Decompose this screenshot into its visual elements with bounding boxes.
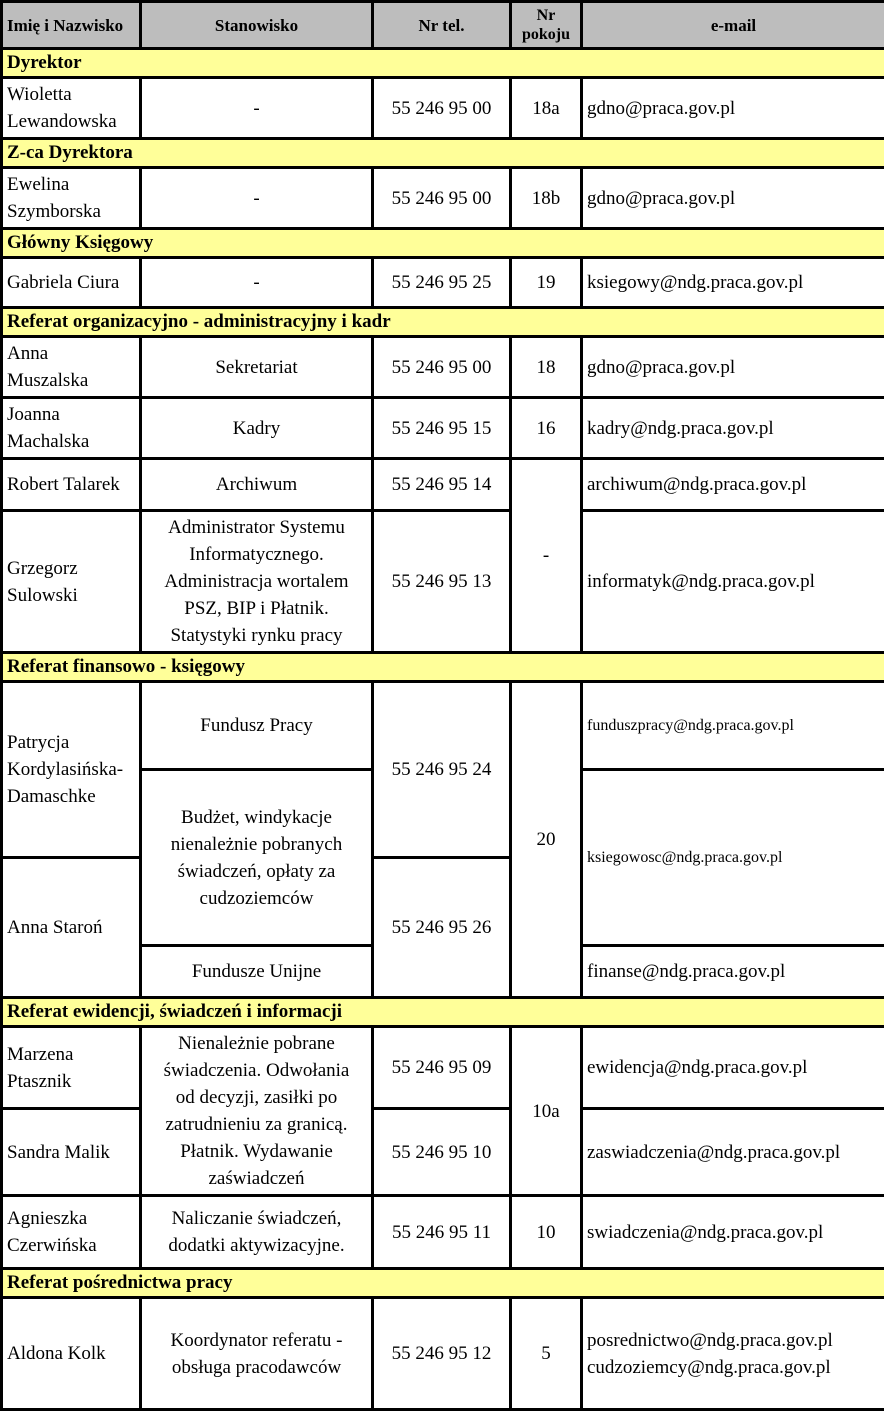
employee-email[interactable]: ewidencja@ndg.praca.gov.pl xyxy=(582,1027,884,1109)
table-row xyxy=(2,398,884,459)
table-row xyxy=(2,1298,884,1410)
employee-phone: 55 246 95 00 xyxy=(373,337,511,398)
section-title: Referat organizacyjno - administracyjny i kadr xyxy=(2,308,884,337)
table-row xyxy=(2,1109,884,1196)
employee-position: Administrator Systemu Informatycznego. Administracja wortalem PSZ, BIP i Płatnik. Statystyki rynku pracy xyxy=(141,511,373,653)
employee-phone: 55 246 95 25 xyxy=(373,258,511,308)
employee-name: Robert Talarek xyxy=(2,459,141,511)
section-title: Referat finansowo - księgowy xyxy=(2,653,884,682)
employee-room: 18a xyxy=(511,78,582,139)
employee-position: Fundusze Unijne xyxy=(141,946,373,998)
employee-room: 10a xyxy=(511,1027,582,1196)
employee-email[interactable]: gdno@praca.gov.pl xyxy=(582,168,884,229)
employee-name: Sandra Malik xyxy=(2,1109,141,1196)
employee-room: 18 xyxy=(511,337,582,398)
employee-email[interactable]: ksiegowy@ndg.praca.gov.pl xyxy=(582,258,884,308)
employee-room: 10 xyxy=(511,1196,582,1269)
employee-email[interactable]: gdno@praca.gov.pl xyxy=(582,78,884,139)
section-row xyxy=(2,653,884,682)
table-row xyxy=(2,511,884,653)
employee-email[interactable]: kadry@ndg.praca.gov.pl xyxy=(582,398,884,459)
employee-position: - xyxy=(141,168,373,229)
employee-name: Anna Muszalska xyxy=(2,337,141,398)
employee-name: Marzena Ptasznik xyxy=(2,1027,141,1109)
employee-position: Budżet, windykacje nienależnie pobranych świadczeń, opłaty za cudzoziemców xyxy=(141,770,373,946)
section-title: Dyrektor xyxy=(2,49,884,78)
employee-room: 16 xyxy=(511,398,582,459)
employee-position: - xyxy=(141,258,373,308)
section-row xyxy=(2,998,884,1027)
employee-phone: 55 246 95 24 xyxy=(373,682,511,858)
employee-email[interactable]: swiadczenia@ndg.praca.gov.pl xyxy=(582,1196,884,1269)
header-name: Imię i Nazwisko xyxy=(2,2,141,49)
header-email: e-mail xyxy=(582,2,884,49)
section-row xyxy=(2,139,884,168)
table-row xyxy=(2,258,884,308)
employee-position: Sekretariat xyxy=(141,337,373,398)
employee-name: Patrycja Kordylasińska- Damaschke xyxy=(2,682,141,858)
employee-email[interactable]: posrednictwo@ndg.praca.gov.pl cudzoziemcy@ndg.praca.gov.pl xyxy=(582,1298,884,1410)
header-room: Nr pokoju xyxy=(511,2,582,49)
employee-room: 20 xyxy=(511,682,582,998)
section-row xyxy=(2,308,884,337)
employee-phone: 55 246 95 15 xyxy=(373,398,511,459)
header-position: Stanowisko xyxy=(141,2,373,49)
section-title: Główny Księgowy xyxy=(2,229,884,258)
employee-name: Agnieszka Czerwińska xyxy=(2,1196,141,1269)
table-row xyxy=(2,78,884,139)
employee-name: Gabriela Ciura xyxy=(2,258,141,308)
employee-phone: 55 246 95 10 xyxy=(373,1109,511,1196)
employee-name: Ewelina Szymborska xyxy=(2,168,141,229)
employee-phone: 55 246 95 00 xyxy=(373,78,511,139)
employee-position: Naliczanie świadczeń, dodatki aktywizacyjne. xyxy=(141,1196,373,1269)
employee-phone: 55 246 95 11 xyxy=(373,1196,511,1269)
employee-phone: 55 246 95 13 xyxy=(373,511,511,653)
section-row xyxy=(2,49,884,78)
employee-position: Fundusz Pracy xyxy=(141,682,373,770)
section-title: Z-ca Dyrektora xyxy=(2,139,884,168)
employee-room: 19 xyxy=(511,258,582,308)
section-title: Referat pośrednictwa pracy xyxy=(2,1269,884,1298)
employee-email[interactable]: informatyk@ndg.praca.gov.pl xyxy=(582,511,884,653)
table-row xyxy=(2,459,884,511)
employee-position: Nienależnie pobrane świadczenia. Odwołania od decyzji, zasiłki po zatrudnieniu za granicą. Płatnik. Wydawanie zaświadczeń xyxy=(141,1027,373,1196)
employee-position: Koordynator referatu - obsługa pracodawców xyxy=(141,1298,373,1410)
employee-email[interactable]: zaswiadczenia@ndg.praca.gov.pl xyxy=(582,1109,884,1196)
employee-email[interactable]: finanse@ndg.praca.gov.pl xyxy=(582,946,884,998)
table-row xyxy=(2,682,884,770)
employee-room: 5 xyxy=(511,1298,582,1410)
employee-email[interactable]: archiwum@ndg.praca.gov.pl xyxy=(582,459,884,511)
section-title: Referat ewidencji, świadczeń i informacji xyxy=(2,998,884,1027)
header-row xyxy=(2,2,884,49)
section-row xyxy=(2,229,884,258)
employee-phone: 55 246 95 09 xyxy=(373,1027,511,1109)
employee-name: Joanna Machalska xyxy=(2,398,141,459)
employee-email[interactable]: ksiegowosc@ndg.praca.gov.pl xyxy=(582,770,884,946)
employee-room: - xyxy=(511,459,582,653)
header-phone: Nr tel. xyxy=(373,2,511,49)
employee-position: Archiwum xyxy=(141,459,373,511)
employee-phone: 55 246 95 12 xyxy=(373,1298,511,1410)
employee-phone: 55 246 95 00 xyxy=(373,168,511,229)
employee-email[interactable]: funduszpracy@ndg.praca.gov.pl xyxy=(582,682,884,770)
table-row xyxy=(2,168,884,229)
employee-name: Aldona Kolk xyxy=(2,1298,141,1410)
employee-name: Grzegorz Sulowski xyxy=(2,511,141,653)
employee-email[interactable]: gdno@praca.gov.pl xyxy=(582,337,884,398)
section-row xyxy=(2,1269,884,1298)
table-row xyxy=(2,337,884,398)
employee-position: Kadry xyxy=(141,398,373,459)
employee-position: - xyxy=(141,78,373,139)
employee-name: Wioletta Lewandowska xyxy=(2,78,141,139)
employee-phone: 55 246 95 26 xyxy=(373,858,511,998)
employee-phone: 55 246 95 14 xyxy=(373,459,511,511)
employee-name: Anna Staroń xyxy=(2,858,141,998)
table-row xyxy=(2,1196,884,1269)
table-row xyxy=(2,1027,884,1109)
employee-room: 18b xyxy=(511,168,582,229)
